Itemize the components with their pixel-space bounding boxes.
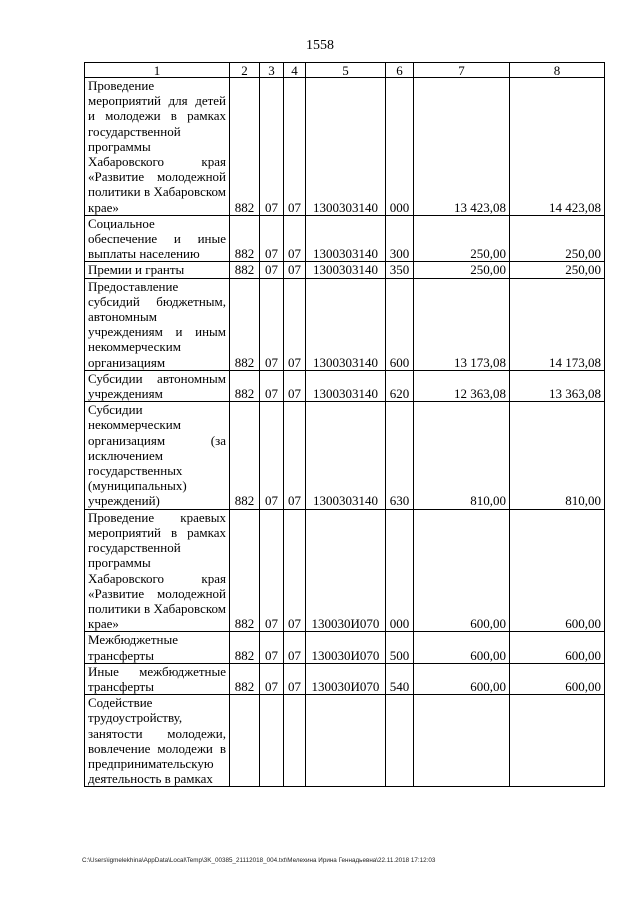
row-amount-cell: 12 363,08 [414, 370, 510, 401]
row-name-cell: Субсидии автономным учреждениям [85, 370, 230, 401]
row-section-cell: 07 [260, 78, 284, 216]
header-cell: 3 [260, 63, 284, 78]
row-amount2-cell: 600,00 [510, 663, 605, 694]
row-subsection-cell: 07 [284, 215, 306, 262]
table-row [85, 632, 605, 663]
table-row [85, 402, 605, 509]
header-cell: 6 [386, 63, 414, 78]
row-type-cell: 300 [386, 215, 414, 262]
row-name-cell: Предоставление субсидий бюджетным, автономным учреждениям и иным некоммерческим организациям [85, 278, 230, 370]
row-section-cell: 07 [260, 663, 284, 694]
row-type-cell: 630 [386, 402, 414, 509]
row-name-cell: Межбюджетные трансферты [85, 632, 230, 663]
row-code-cell: 882 [230, 632, 260, 663]
row-type-cell: 500 [386, 632, 414, 663]
row-target-cell: 130030И070 [306, 632, 386, 663]
row-amount2-cell: 14 423,08 [510, 78, 605, 216]
table-row [85, 278, 605, 370]
row-amount2-cell: 810,00 [510, 402, 605, 509]
header-cell: 8 [510, 63, 605, 78]
row-name-cell: Социальное обеспечение и иные выплаты населению [85, 215, 230, 262]
row-target-cell: 130030И070 [306, 509, 386, 632]
row-amount-cell: 250,00 [414, 215, 510, 262]
row-section-cell: 07 [260, 509, 284, 632]
row-code-cell: 882 [230, 278, 260, 370]
row-amount-cell: 600,00 [414, 509, 510, 632]
row-code-cell: 882 [230, 370, 260, 401]
table-row [85, 663, 605, 694]
header-cell: 1 [85, 63, 230, 78]
row-amount-cell [414, 695, 510, 787]
row-amount2-cell [510, 695, 605, 787]
row-type-cell: 620 [386, 370, 414, 401]
row-name-cell: Проведение мероприятий для детей и молодежи в рамках государственной программы Хабаровского края «Развитие молодежной политики в Хабаровском крае» [85, 78, 230, 216]
row-target-cell: 1300303140 [306, 215, 386, 262]
row-type-cell: 540 [386, 663, 414, 694]
row-subsection-cell: 07 [284, 509, 306, 632]
table-row [85, 78, 605, 216]
row-target-cell: 1300303140 [306, 402, 386, 509]
row-target-cell: 1300303140 [306, 278, 386, 370]
row-amount2-cell: 600,00 [510, 509, 605, 632]
row-amount2-cell: 250,00 [510, 262, 605, 278]
row-amount2-cell: 13 363,08 [510, 370, 605, 401]
row-subsection-cell: 07 [284, 278, 306, 370]
row-name-cell: Иные межбюджетные трансферты [85, 663, 230, 694]
row-subsection-cell: 07 [284, 663, 306, 694]
file-path-footer: C:\Users\igmelekhina\AppData\Local\Temp\3K_00385_21112018_004.txt\Мелехина Ирина Геннадьевна\22.11.2018 17:12:03 [82, 857, 436, 864]
row-section-cell [260, 695, 284, 787]
table-row [85, 370, 605, 401]
row-name-cell: Субсидии некоммерческим организациям (за исключением государственных (муниципальных) учреждений) [85, 402, 230, 509]
row-amount-cell: 810,00 [414, 402, 510, 509]
row-name-cell: Премии и гранты [85, 262, 230, 278]
table-row [85, 262, 605, 278]
row-type-cell: 350 [386, 262, 414, 278]
row-name-cell: Проведение краевых мероприятий в рамках государственной программы Хабаровского края «Развитие молодежной политики в Хабаровском крае» [85, 509, 230, 632]
row-code-cell: 882 [230, 215, 260, 262]
row-target-cell: 1300303140 [306, 370, 386, 401]
row-amount-cell: 600,00 [414, 632, 510, 663]
row-subsection-cell: 07 [284, 78, 306, 216]
table-row [85, 215, 605, 262]
row-amount2-cell: 250,00 [510, 215, 605, 262]
row-code-cell [230, 695, 260, 787]
row-amount-cell: 250,00 [414, 262, 510, 278]
row-code-cell: 882 [230, 509, 260, 632]
row-target-cell: 130030И070 [306, 663, 386, 694]
row-target-cell: 1300303140 [306, 78, 386, 216]
row-section-cell: 07 [260, 215, 284, 262]
row-type-cell: 000 [386, 509, 414, 632]
row-amount-cell: 600,00 [414, 663, 510, 694]
row-type-cell: 600 [386, 278, 414, 370]
row-type-cell [386, 695, 414, 787]
row-subsection-cell: 07 [284, 370, 306, 401]
row-section-cell: 07 [260, 402, 284, 509]
page-number: 1558 [306, 38, 334, 53]
header-cell: 5 [306, 63, 386, 78]
row-amount-cell: 13 173,08 [414, 278, 510, 370]
row-subsection-cell: 07 [284, 402, 306, 509]
row-section-cell: 07 [260, 278, 284, 370]
row-code-cell: 882 [230, 262, 260, 278]
row-amount2-cell: 14 173,08 [510, 278, 605, 370]
budget-table [84, 62, 605, 787]
header-cell: 4 [284, 63, 306, 78]
table-row [85, 695, 605, 787]
row-section-cell: 07 [260, 632, 284, 663]
row-type-cell: 000 [386, 78, 414, 216]
row-name-cell: Содействие трудоустройству, занятости молодежи, вовлечение молодежи в предпринимательскую деятельность в рамках [85, 695, 230, 787]
table-header-row [85, 63, 605, 78]
header-cell: 2 [230, 63, 260, 78]
row-subsection-cell [284, 695, 306, 787]
row-target-cell [306, 695, 386, 787]
row-subsection-cell: 07 [284, 262, 306, 278]
row-section-cell: 07 [260, 262, 284, 278]
row-code-cell: 882 [230, 78, 260, 216]
row-target-cell: 1300303140 [306, 262, 386, 278]
row-code-cell: 882 [230, 402, 260, 509]
row-subsection-cell: 07 [284, 632, 306, 663]
row-code-cell: 882 [230, 663, 260, 694]
row-amount2-cell: 600,00 [510, 632, 605, 663]
row-section-cell: 07 [260, 370, 284, 401]
header-cell: 7 [414, 63, 510, 78]
row-amount-cell: 13 423,08 [414, 78, 510, 216]
table-row [85, 509, 605, 632]
